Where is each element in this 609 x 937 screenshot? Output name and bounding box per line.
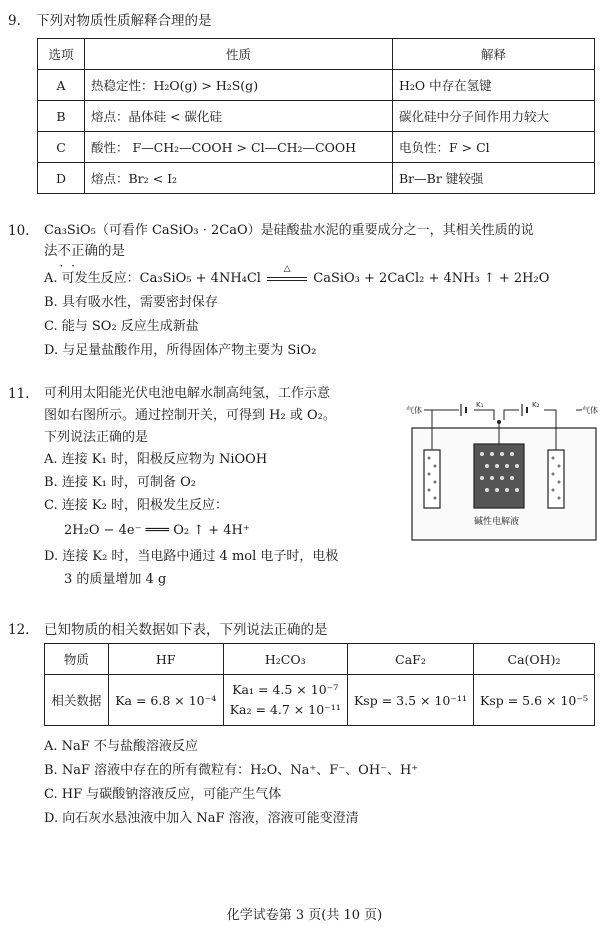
q9-row-option: A <box>38 70 85 101</box>
q11-stem-line3: 下列说法正确的是 <box>44 430 149 445</box>
q12-stem: 已知物质的相关数据如下表，下列说法正确的是 <box>44 622 328 638</box>
option-label: D. <box>44 811 59 826</box>
q9-number: 9. <box>8 13 21 29</box>
q9-row-property: 酸性： F—CH₂—COOH > Cl—CH₂—COOH <box>85 132 393 163</box>
electrolyte-label: 碱性电解液 <box>474 517 520 527</box>
q11-option-c-equation: 2H₂O − 4e⁻ ═══ O₂ ↑ + 4H⁺ <box>64 523 250 538</box>
q9-row-option: C <box>38 132 85 163</box>
q12-row-label: 相关数据 <box>45 675 109 726</box>
q9-table <box>37 38 595 194</box>
wire-k2 <box>504 410 519 420</box>
q12-header-hf: HF <box>108 644 223 675</box>
electrode-1 <box>424 450 440 508</box>
option-text: 向石灰水悬浊液中加入 NaF 溶液，溶液可能变澄清 <box>62 811 359 826</box>
option-text: 连接 K₁ 时，可制备 O₂ <box>61 475 197 490</box>
option-text: 连接 K₁ 时，阳极反应物为 NiOOH <box>61 452 268 467</box>
option-text: NaF 溶液中存在的所有微粒有：H₂O、Na⁺、F⁻、OH⁻、H⁺ <box>61 763 419 778</box>
option-label: B. <box>44 475 58 490</box>
q11-option-d-cont: 3 的质量增加 4 g <box>64 572 167 587</box>
q9-row-option: D <box>38 163 85 194</box>
q11-option-b <box>44 474 196 492</box>
reaction-arrow <box>265 264 309 288</box>
q10-stem-line2 <box>44 242 125 260</box>
wire-k1 <box>474 410 494 420</box>
q12-cell-hf: Ka = 6.8 × 10⁻⁴ <box>108 675 223 726</box>
switch-k2-label: K₂ <box>532 401 540 409</box>
table-row <box>38 70 595 101</box>
q12-table <box>44 643 595 726</box>
option-text: 与足量盐酸作用，所得固体产物主要为 SiO₂ <box>62 343 317 358</box>
q12-cell-caoh2: Ksp = 5.6 × 10⁻⁵ <box>474 675 595 726</box>
option-text: CaSiO₃ + 2CaCl₂ + 4NH₃ ↑ + 2H₂O <box>313 271 550 286</box>
option-label: A. <box>44 271 58 286</box>
table-row <box>38 163 595 194</box>
q9-row-explanation: 电负性：F > Cl <box>393 132 595 163</box>
q11-stem-line1: 可利用太阳能光伏电池电解水制高纯氢，工作示意 <box>44 386 331 401</box>
q10-option-b <box>44 294 218 312</box>
q12-table-header <box>45 644 595 675</box>
q9-stem: 下列对物质性质解释合理的是 <box>36 13 212 29</box>
q11-option-c <box>44 497 228 515</box>
q9-row-property: 熔点：Br₂ < I₂ <box>85 163 393 194</box>
q10-number: 10. <box>8 223 30 239</box>
q9-row-explanation: 碳化硅中分子间作用力较大 <box>393 101 595 132</box>
q10-stem-pre: 法 <box>44 243 58 259</box>
option-text: HF 与碳酸钠溶液反应，可能产生气体 <box>61 787 282 802</box>
option-label: D. <box>44 343 59 358</box>
q12-option-b <box>44 762 418 780</box>
option-label: D. <box>44 549 59 564</box>
q10-stem-line1: Ca₃SiO₅（可看作 CaSiO₃ · 2CaO）是硅酸盐水泥的重要成分之一，其相关性质的说 <box>44 223 534 238</box>
option-label: B. <box>44 295 58 310</box>
q11-option-a <box>44 451 267 469</box>
table-row <box>38 101 595 132</box>
option-label: C. <box>44 787 58 802</box>
q9-table-header <box>38 39 595 70</box>
gas-label-right: 气体 <box>582 406 598 415</box>
option-text: NaF 不与盐酸溶液反应 <box>61 739 198 754</box>
heat-condition: △ <box>283 264 291 274</box>
table-row <box>45 675 595 726</box>
option-label: A. <box>44 452 58 467</box>
q11-stem-line2: 图如右图所示。通过控制开关，可得到 H₂ 或 O₂。 <box>44 408 336 423</box>
option-text: 能与 SO₂ 反应生成新盐 <box>61 319 199 334</box>
q10-stem-emphasis: 不正确 · · <box>58 243 99 259</box>
option-text: 连接 K₂ 时，阳极发生反应： <box>61 498 228 513</box>
option-label: C. <box>44 319 58 334</box>
q9-header-option: 选项 <box>38 39 85 70</box>
option-text: 具有吸水性，需要密封保存 <box>61 295 218 310</box>
q12-header-caoh2: Ca(OH)₂ <box>474 644 595 675</box>
q10-option-c <box>44 318 199 336</box>
q10-option-d <box>44 342 316 360</box>
switch-pivot <box>497 420 501 424</box>
option-label: C. <box>44 498 58 513</box>
q12-option-c <box>44 786 281 804</box>
q9-row-property: 热稳定性：H₂O(g) > H₂S(g) <box>85 70 393 101</box>
q12-cell-h2co3 <box>223 675 347 726</box>
table-row <box>38 132 595 163</box>
q12-cell-ka2: Ka₂ = 4.7 × 10⁻¹¹ <box>229 702 341 717</box>
q9-header-explanation: 解释 <box>393 39 595 70</box>
q9-row-option: B <box>38 101 85 132</box>
electrode-3 <box>548 450 564 508</box>
q10-option-a <box>44 264 550 288</box>
q11-number: 11. <box>8 386 30 402</box>
q11-option-d <box>44 548 338 566</box>
q12-number: 12. <box>8 622 30 638</box>
q9-header-property: 性质 <box>85 39 393 70</box>
q10-stem-post: 的是 <box>98 243 125 259</box>
q12-cell-caf2: Ksp = 3.5 × 10⁻¹¹ <box>347 675 473 726</box>
switch-k1-label: K₁ <box>476 401 484 409</box>
electrolysis-diagram <box>404 398 604 546</box>
q12-option-a <box>44 738 198 756</box>
q12-header-substance: 物质 <box>45 644 109 675</box>
q12-option-d <box>44 810 359 828</box>
q12-header-h2co3: H₂CO₃ <box>223 644 347 675</box>
q12-header-caf2: CaF₂ <box>347 644 473 675</box>
option-label: A. <box>44 739 58 754</box>
option-text: 连接 K₂ 时，当电路中通过 4 mol 电子时，电极 <box>62 549 339 564</box>
gas-label-left: 气体 <box>406 406 422 415</box>
page-footer: 化学试卷第 3 页(共 10 页) <box>226 908 383 923</box>
q9-row-property: 熔点：晶体硅 < 碳化硅 <box>85 101 393 132</box>
q9-row-explanation: H₂O 中存在氢键 <box>393 70 595 101</box>
option-text: 可发生反应：Ca₃SiO₅ + 4NH₄Cl <box>61 271 261 286</box>
option-label: B. <box>44 763 58 778</box>
q12-cell-ka1: Ka₁ = 4.5 × 10⁻⁷ <box>232 682 339 697</box>
q9-row-explanation: Br—Br 键较强 <box>393 163 595 194</box>
